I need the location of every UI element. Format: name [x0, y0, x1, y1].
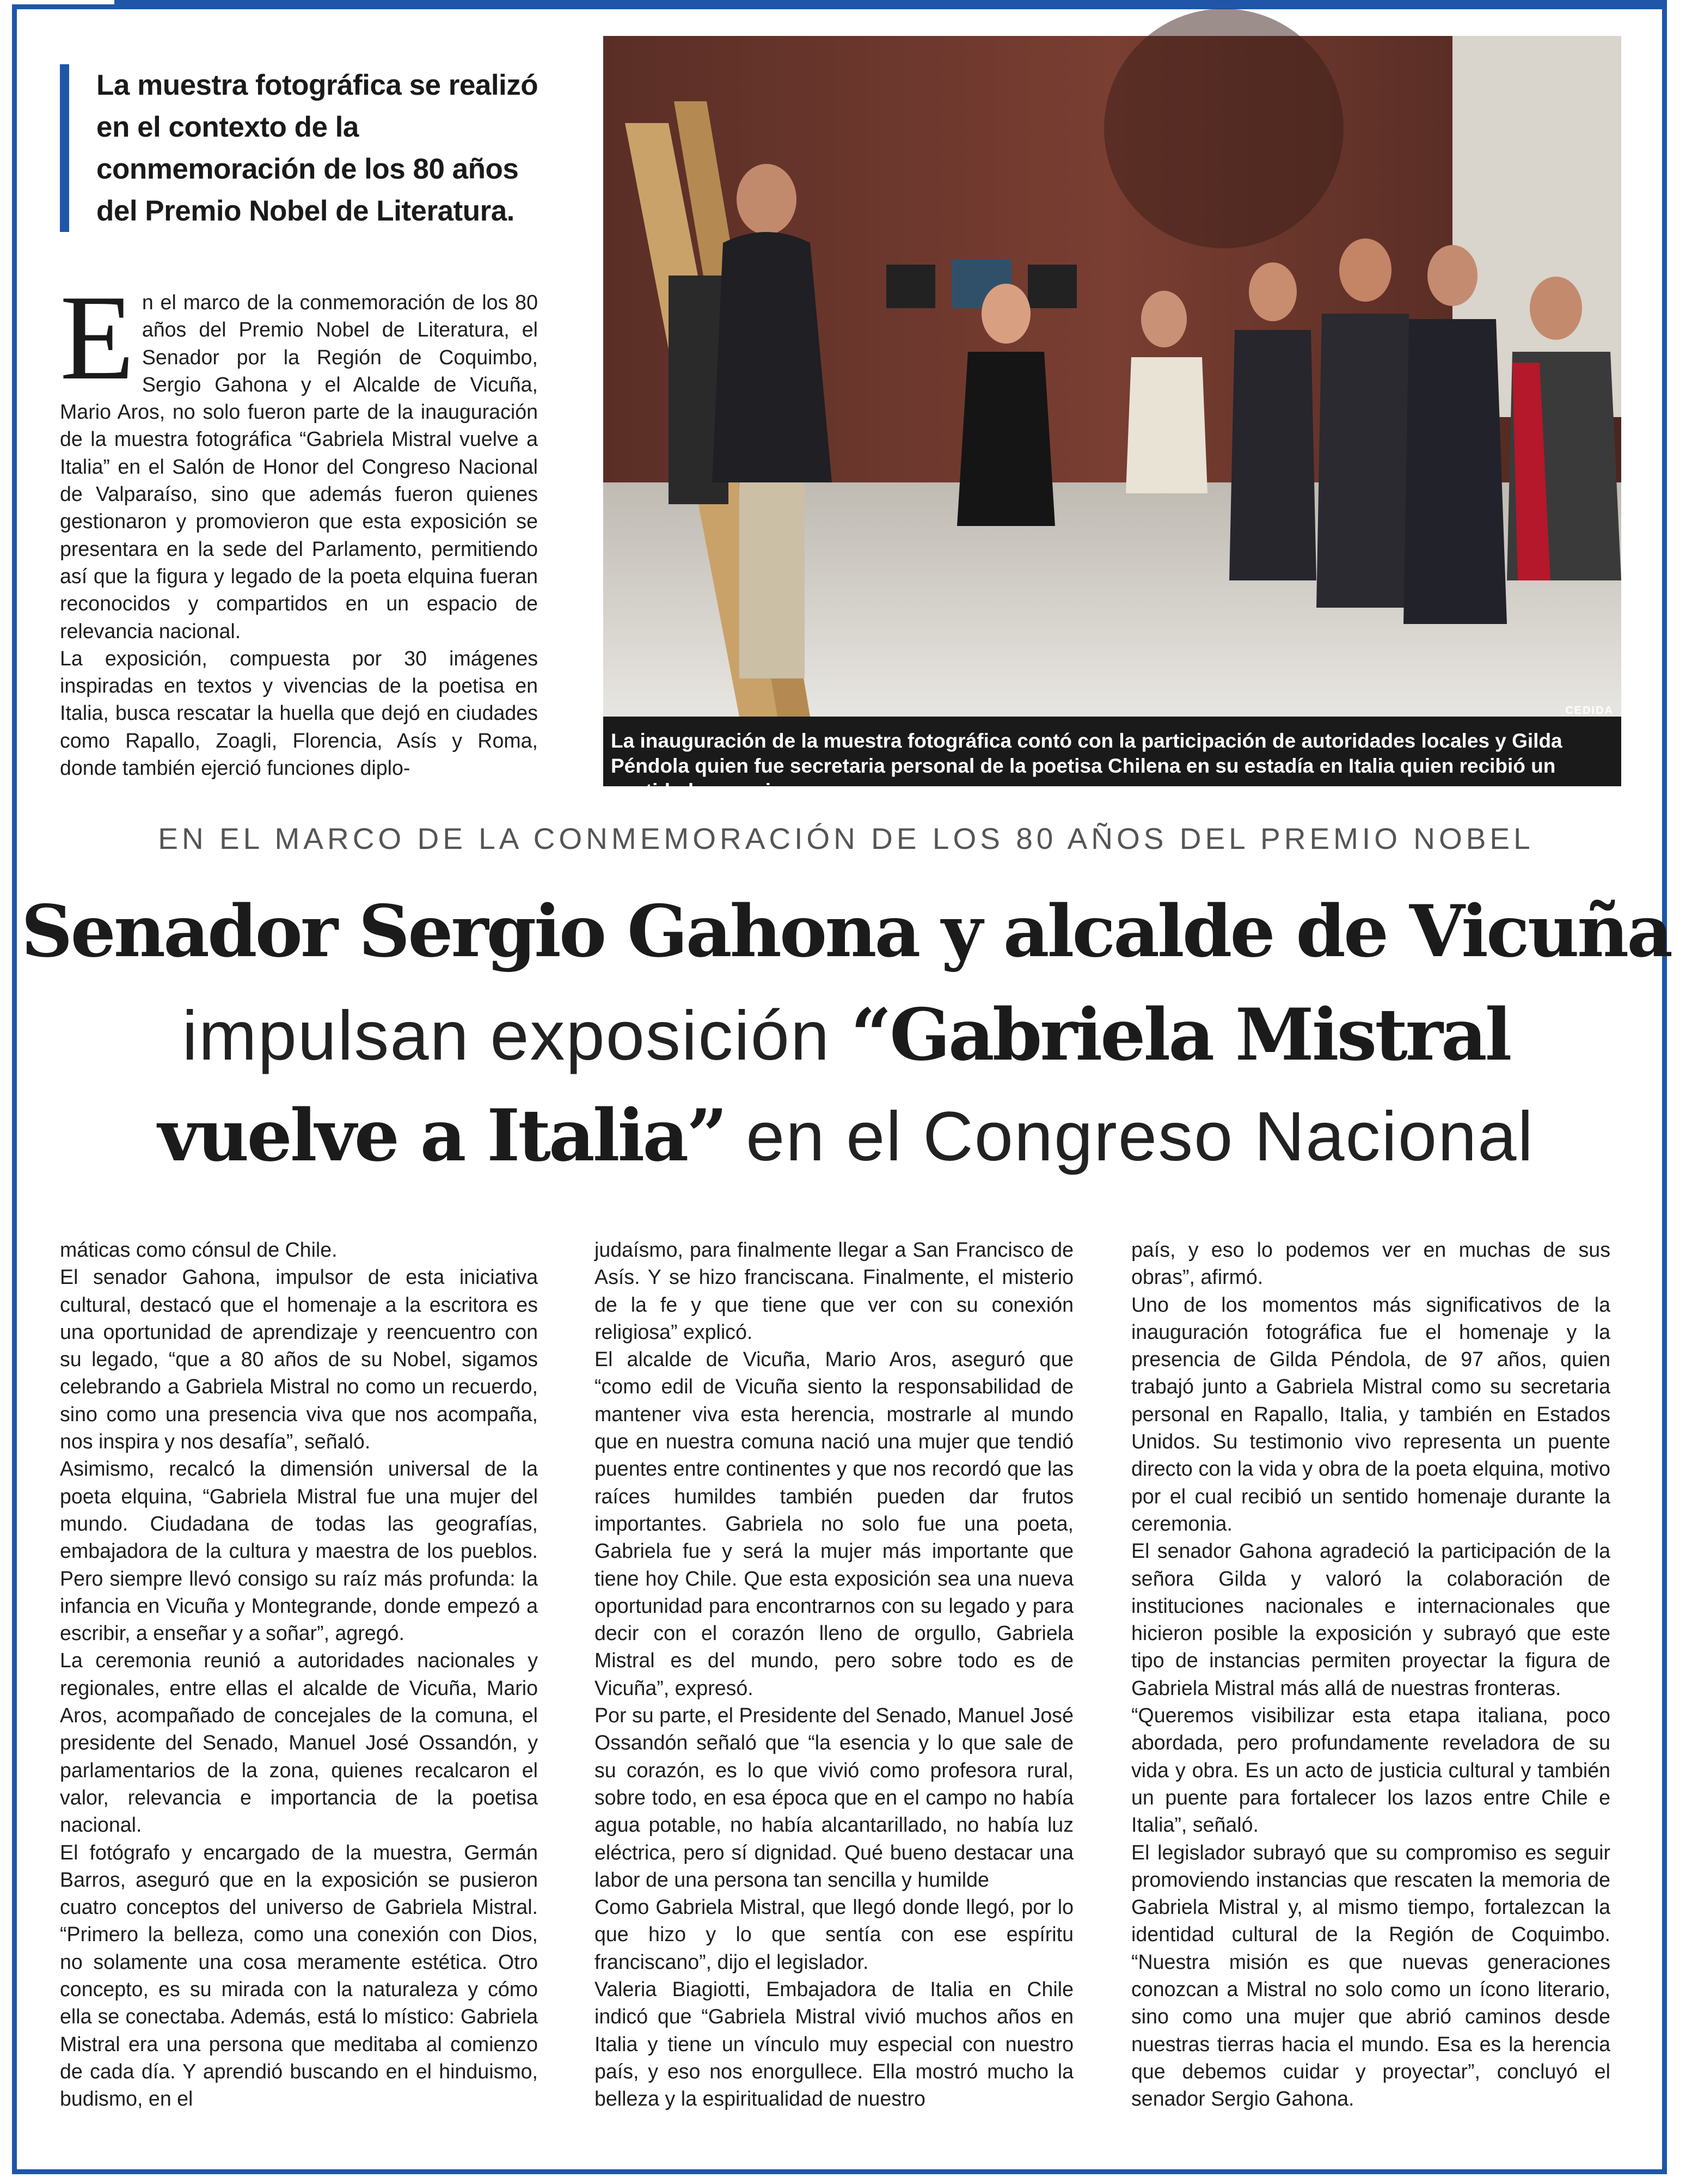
summary-callout: La muestra fotográfica se realizó en el contexto de la conmemoración de los 80 años del Premio Nobel de Literatura.: [60, 64, 539, 232]
body-paragraph: país, y eso lo podemos ver en muchas de sus obras”, afirmó.: [1131, 1238, 1610, 1289]
headline-heavy-text: “Gabriela Mistral: [850, 993, 1510, 1076]
photo-credit: CEDIDA: [1565, 705, 1614, 717]
headline-line-1: Senador Sergio Gahona y alcalde de Vicuña: [21, 889, 1671, 973]
body-paragraph: El senador Gahona agradeció la participación de la señora Gilda y valoró la colaboración de instituciones nacionales e internacionales que hicieron posible la exposición y subrayó que este tipo de instancias permiten proyectar la figura de Gabriela Mistral más allá de nuestras fronteras.: [1131, 1539, 1610, 1699]
body-paragraph: máticas como cónsul de Chile.: [60, 1238, 338, 1261]
intro-paragraph: La exposición, compuesta por 30 imágenes inspiradas en textos y vivencias de la poetisa en Italia, busca rescatar la huella que dejó en ciudades como Rapallo, Zoagli, Florencia, Asís y Roma, donde también ejerció funciones diplo-: [60, 646, 538, 780]
body-paragraph: Asimismo, recalcó la dimensión universal de la poeta elquina, “Gabriela Mistral fue una mujer del mundo. Ciudadana de todas las geografías, embajadora de la cultura y maestra de los pueblos. Pero siempre llevó consigo su raíz más profunda: la infancia en Vicuña y Montegrande, donde empezó a escribir, a enseñar y a soñar”, agregó.: [60, 1457, 538, 1645]
body-paragraph: Uno de los momentos más significativos de la inauguración fotográfica fue el homenaje y la presencia de Gilda Péndola, de 97 años, quien trabajó junto a Gabriela Mistral como su secretaria personal en Rapallo, Italia, y también en Estados Unidos. Su testimonio vivo representa un puente directo con la vida y obra de la poeta elquina, motivo por el cual recibió un sentido homenaje durante la ceremonia.: [1131, 1293, 1610, 1535]
event-photo: [603, 36, 1621, 802]
headline-heavy-text: vuelve a Italia”: [158, 1093, 726, 1177]
body-paragraph: La ceremonia reunió a autoridades nacionales y regionales, entre ellas el alcalde de Vicuña, Mario Aros, acompañado de concejales de la comuna, el presidente del Senado, Manuel José Ossandón, y parlamentarios de la zona, quienes recalcaron el valor, relevancia e importancia de la poetisa nacional.: [60, 1649, 538, 1837]
body-paragraph: Valeria Biagiotti, Embajadora de Italia en Chile indicó que “Gabriela Mistral vivió muchos años en Italia y tiene un vínculo muy especial con nuestro país, y eso nos enorgullece. Ella mostró mucho la belleza y la espiritualidad de nuestro: [594, 1978, 1074, 2110]
body-paragraph: El legislador subrayó que su compromiso es seguir promoviendo instancias que rescaten la memoria de Gabriela Mistral y, al mismo tiempo, fortalezcan la identidad cultural de la Región de Coquimbo. “Nuestra misión es que nuevas generaciones conozcan a Mistral no solo como un ícono literario, sino como una mujer que abrió caminos desde nuestras tierras hacia el mundo. Esa es la herencia que debemos cuidar y proyectar”, concluyó el senador Sergio Gahona.: [1131, 1840, 1610, 2110]
body-paragraph: El senador Gahona, impulsor de esta iniciativa cultural, destacó que el homenaje a la escritora es una oportunidad de aprendizaje y reencuentro con su legado, “que a 80 años de su Nobel, sigamos celebrando a Gabriela Mistral no como un recuerdo, sino como una presencia viva que nos acompaña, nos inspira y nos desafía”, señaló.: [60, 1265, 538, 1453]
body-paragraph: judaísmo, para finalmente llegar a San Francisco de Asís. Y se hizo franciscana. Finalmente, el misterio de la fe y que tiene que ver con su conexión religiosa” explicó.: [594, 1238, 1074, 1343]
body-paragraph: Por su parte, el Presidente del Senado, Manuel José Ossandón señaló que “la esencia y lo que sale de su corazón, es lo que vivió como profesora rural, sobre todo, en esa época que en el campo no había agua potable, no había alcantarillado, no había luz eléctrica, pero sí dignidad. Qué bueno destacar una labor de una persona tan sencilla y humilde: [594, 1704, 1074, 1891]
photo-illustration: [603, 36, 1621, 717]
headline-light-text: en el Congreso Nacional: [725, 1098, 1534, 1176]
headline-line-3: [0, 1086, 1692, 1207]
intro-paragraph: n el marco de la conmemoración de los 80 años del Premio Nobel de Literatura, el Senador por la Región de Coquimbo, Sergio Gahona y el Alcalde de Vicuña, Mario Aros, no solo fueron parte de la inauguración de la muestra fotográfica “Gabriela Mistral vuelve a Italia” en el Salón de Honor del Congreso Nacional de Valparaíso, sino que además fueron quienes gestionaron y promovieron que esta exposición se presentara en la sede del Parlamento, permitiendo así que la figura y legado de la poeta elquina fueran reconocidos y compartidos en un espacio de relevancia nacional.: [60, 291, 538, 643]
body-paragraph: Como Gabriela Mistral, que llegó donde llegó, por lo que hizo y lo que sentía con ese espíritu franciscano”, dijo el legislador.: [594, 1895, 1074, 1973]
drop-cap: E: [60, 270, 134, 405]
body-paragraph: El alcalde de Vicuña, Mario Aros, aseguró que “como edil de Vicuña siento la responsabilidad de mantener viva esta herencia, mostrarle al mundo que en nuestra comuna nació una mujer que tendió puentes entre continentes y que nos recordó que las raíces humildes también pueden dar frutos importantes. Gabriela no solo fue una poeta, Gabriela fue y será la mujer más importante que tiene hoy Chile. Que esta exposición sea una nueva oportunidad para encontrarnos con su legado y para decir con el corazón lleno de orgullo, Gabriela Mistral es del mundo, pero sobre todo es de Vicuña”, expresó.: [594, 1348, 1074, 1699]
body-paragraph: “Queremos visibilizar esta etapa italiana, poco abordada, pero profundamente reveladora de su vida y obra. Es un acto de justicia cultural y también un puente para fortalecer los lazos entre Chile e Italia”, señaló.: [1131, 1704, 1610, 1837]
photo-caption: La inauguración de la muestra fotográfica contó con la participación de autoridades locales y Gilda Péndola quien fue secretaria personal de la poetisa Chilena en su estadía en Italia quien recibió un sentido homenaje.: [603, 717, 1621, 786]
top-rule: [114, 0, 1667, 9]
intro-column: [60, 270, 538, 781]
kicker: EN EL MARCO DE LA CONMEMORACIÓN DE LOS 80 AÑOS DEL PREMIO NOBEL: [158, 822, 1534, 855]
body-column-1: [60, 1236, 538, 2113]
body-paragraph: El fotógrafo y encargado de la muestra, Germán Barros, aseguró que en la exposición se pusieron cuatro conceptos del universo de Gabriela Mistral. “Primero la belleza, como una conexión con Dios, no solamente una cosa meramente estética. Otro concepto, es su mirada con la naturaleza y cómo ella se conectaba. Además, está lo místico: Gabriela Mistral era una persona que meditaba al comienzo de cada día. Y aprendió buscando en el hinduismo, budismo, en el: [60, 1840, 538, 2110]
body-column-2: [594, 1236, 1074, 2113]
body-column-3: [1131, 1236, 1610, 2113]
headline-light-text: impulsan exposición: [182, 997, 851, 1075]
